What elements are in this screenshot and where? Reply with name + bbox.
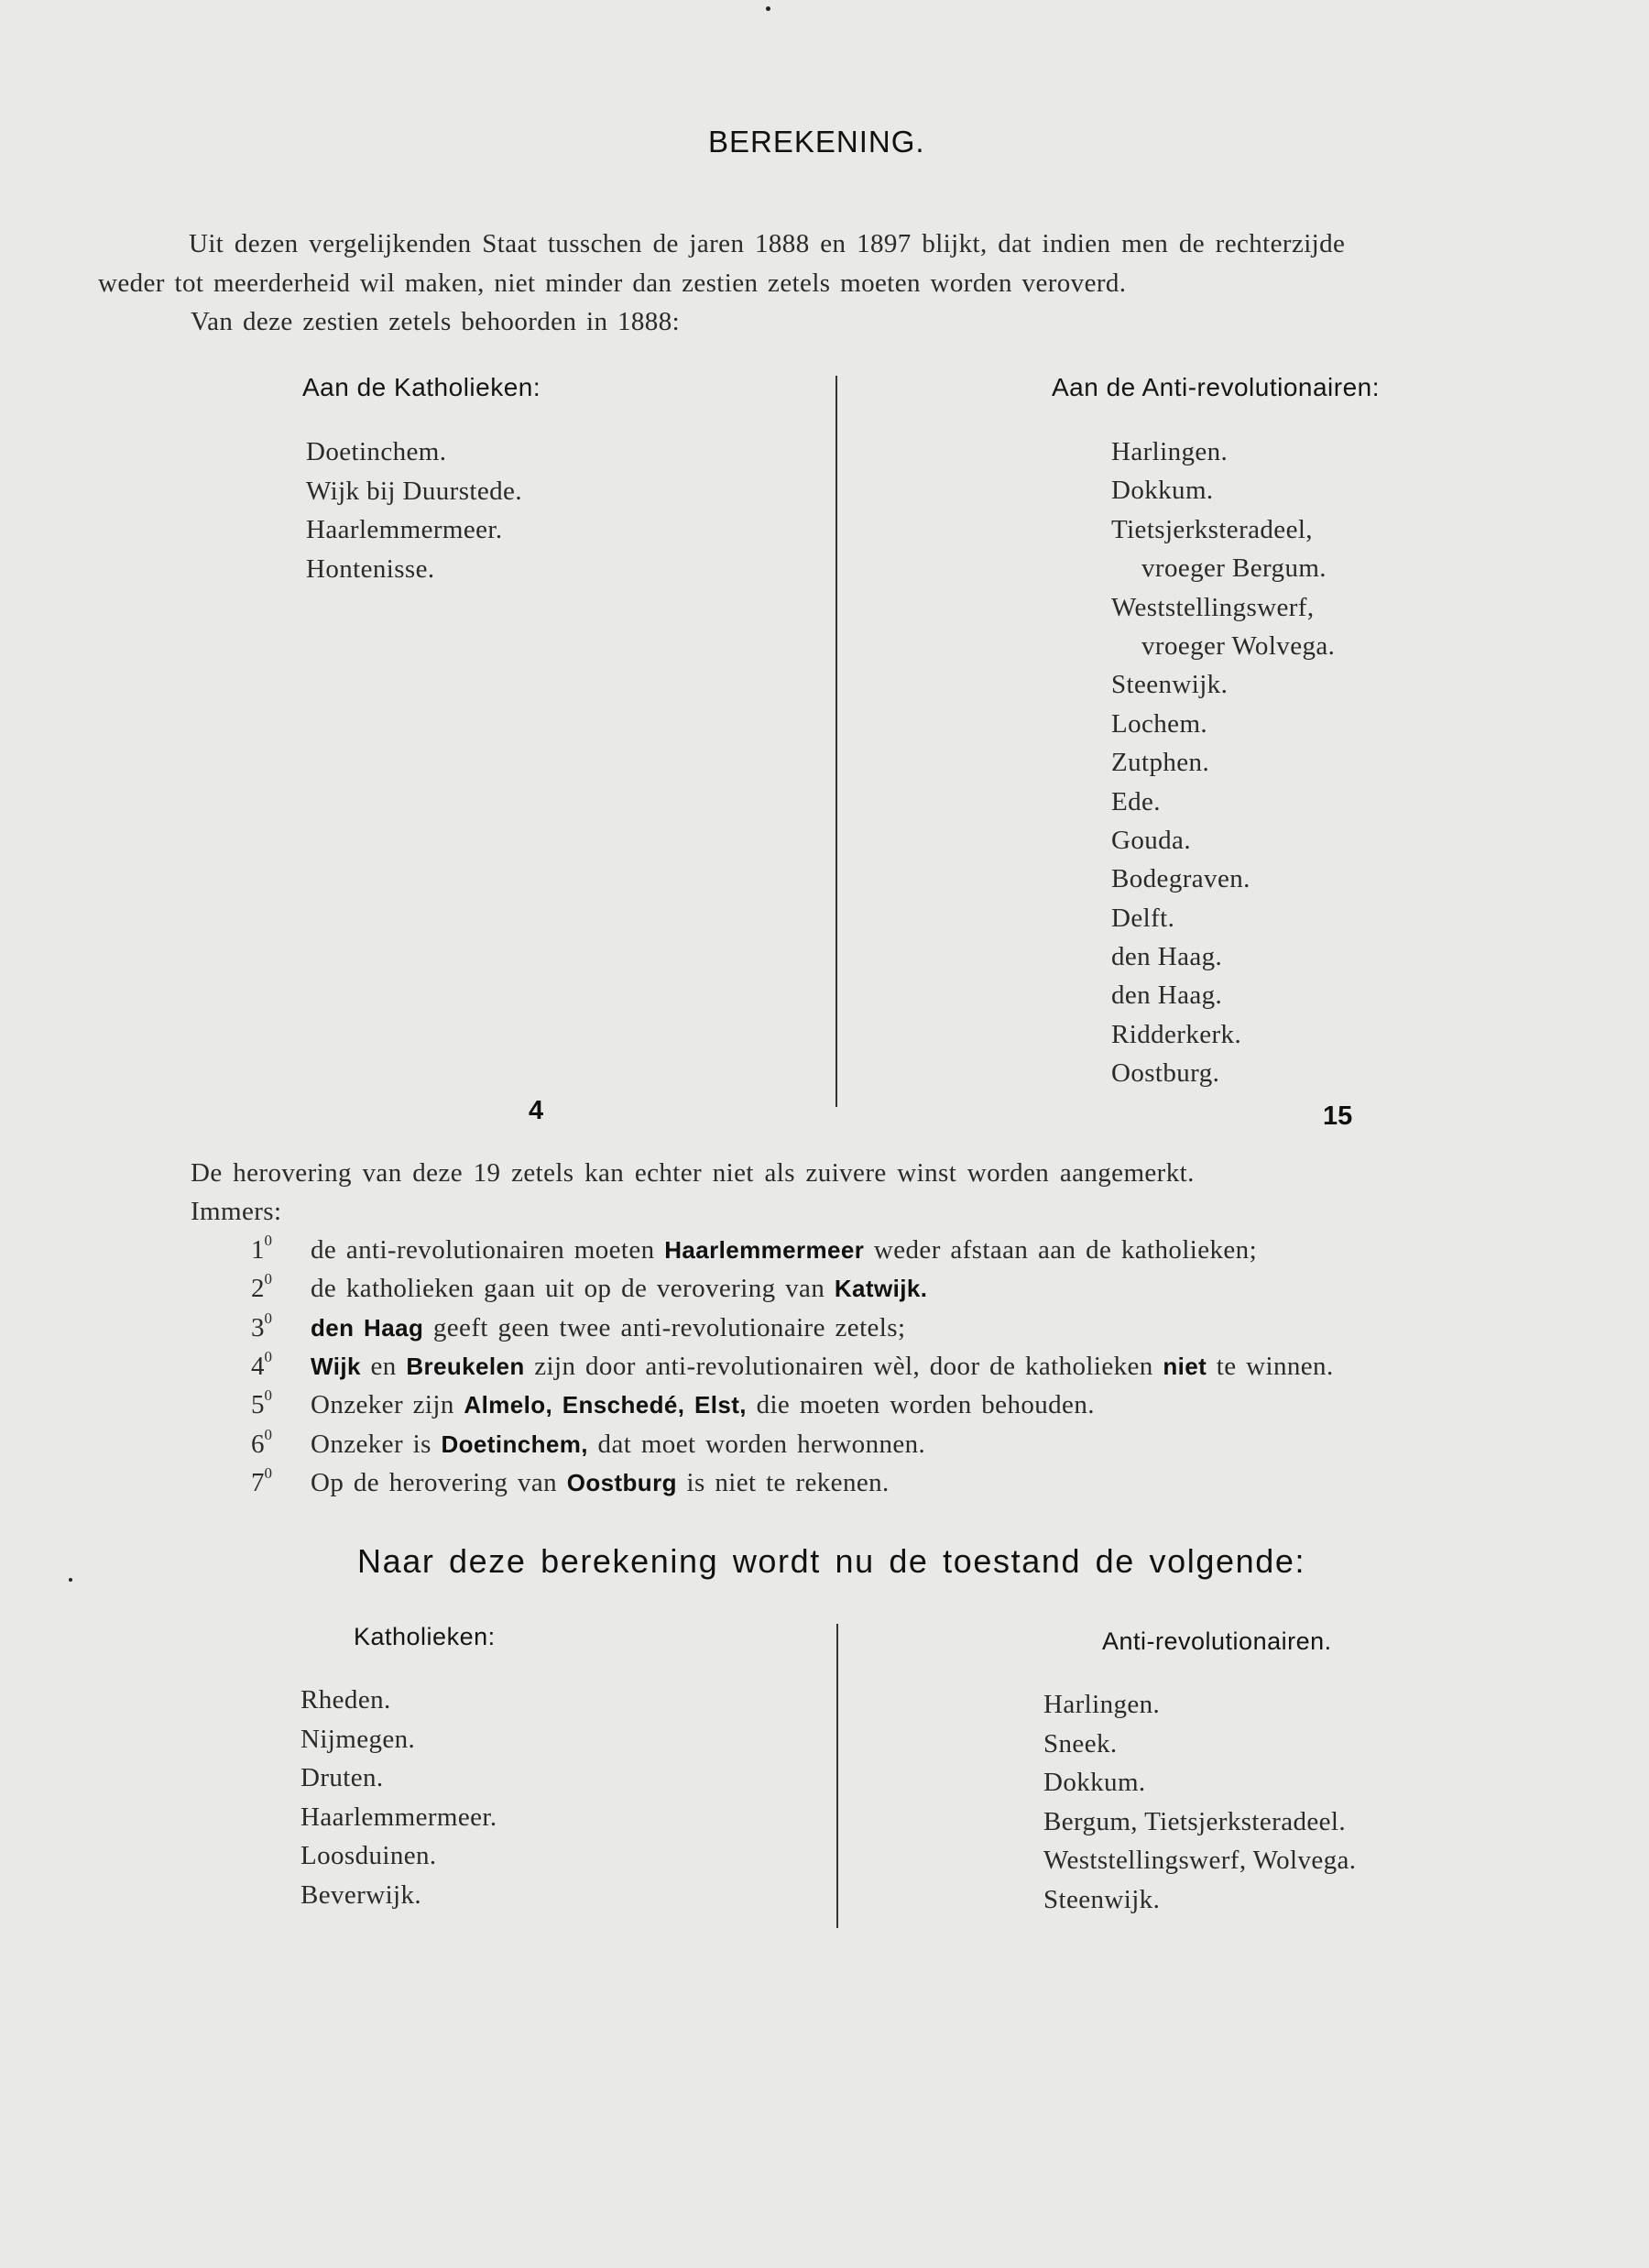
list-item: Tietsjerksteradeel, <box>1111 514 1313 544</box>
column-divider <box>835 376 837 1107</box>
table2-left-heading: Katholieken: <box>354 1623 496 1650</box>
list-item: Harlingen. <box>1043 1690 1161 1719</box>
list-item: Haarlemmermeer. <box>300 1802 497 1832</box>
place-name-bold: Doetinchem, <box>441 1430 588 1458</box>
place-name-bold: Almelo, Enschedé, Elst, <box>464 1391 747 1419</box>
reconquest-line-1: De herovering van deze 19 zetels kan echter niet als zuivere winst worden aangemerkt. <box>191 1158 1195 1188</box>
list-item: Druten. <box>300 1763 384 1792</box>
point-text-run: weder afstaan aan de katholieken; <box>864 1235 1258 1265</box>
place-name-bold: Katwijk. <box>834 1275 928 1303</box>
table1-right-list <box>1111 433 1335 1093</box>
point-number-digit: 2 <box>251 1274 265 1304</box>
point-number-superscript: 0 <box>264 1425 272 1443</box>
list-item: Bergum, Tietsjerksteradeel. <box>1043 1806 1347 1836</box>
place-name-bold: Breukelen <box>406 1352 525 1380</box>
table2-right-list <box>1043 1685 1356 1919</box>
point-text <box>311 1274 927 1304</box>
list-item: den Haag. <box>1111 981 1223 1011</box>
list-item: Lochem. <box>1111 708 1208 739</box>
point-number-digit: 5 <box>251 1390 265 1420</box>
point-text-run: de anti-revolutionairen moeten <box>311 1235 665 1265</box>
place-name-bold: niet <box>1163 1352 1207 1380</box>
point-number <box>251 1463 272 1498</box>
list-item: vroeger Wolvega. <box>1141 630 1336 661</box>
list-item: Harlingen. <box>1111 437 1229 466</box>
point-number <box>251 1270 272 1304</box>
point-number <box>251 1347 272 1382</box>
point-number-superscript: 0 <box>264 1270 272 1288</box>
point-text-run: zijn door anti-revolutionairen wèl, door de katholieken <box>524 1351 1163 1381</box>
list-item: Weststellingswerf, Wolvega. <box>1043 1846 1357 1875</box>
point-number-digit: 6 <box>251 1429 265 1459</box>
list-item: Ridderkerk. <box>1111 1019 1242 1049</box>
point-text-run: de katholieken gaan uit op de verovering van <box>311 1274 835 1304</box>
place-name-bold: Oostburg <box>566 1468 677 1496</box>
page-title: BEREKENING. <box>708 125 925 159</box>
list-item: Steenwijk. <box>1043 1884 1161 1914</box>
point-text-run: en <box>360 1351 407 1381</box>
list-item: Rheden. <box>300 1685 391 1715</box>
list-item: Wijk bij Duurstede. <box>306 476 522 506</box>
table1-right-heading: Aan de Anti-revolutionairen: <box>1052 373 1380 401</box>
speck-mark <box>69 1578 72 1582</box>
column-divider <box>836 1624 838 1928</box>
list-item: Bodegraven. <box>1111 864 1250 894</box>
place-name-bold: den Haag <box>311 1313 424 1342</box>
intro-line-3: Van deze zestien zetels behoorden in 1888: <box>191 307 681 336</box>
section-heading: Naar deze berekening wordt nu de toestand de volgende: <box>357 1542 1306 1580</box>
point-text <box>311 1313 905 1343</box>
list-item: vroeger Bergum. <box>1141 553 1327 584</box>
point-text <box>311 1468 890 1498</box>
point-number <box>251 1309 272 1343</box>
point-number-superscript: 0 <box>264 1309 272 1327</box>
point-text-run: is niet te rekenen. <box>676 1467 890 1497</box>
intro-line-2: weder tot meerderheid wil maken, niet minder dan zestien zetels moeten worden veroverd. <box>98 268 1127 298</box>
point-text-run: die moeten worden behouden. <box>746 1390 1095 1420</box>
table2-right-heading: Anti-revolutionairen. <box>1102 1627 1332 1655</box>
list-item: Beverwijk. <box>300 1879 422 1910</box>
point-number-digit: 7 <box>251 1467 265 1497</box>
table1-right-total: 15 <box>1323 1101 1353 1131</box>
point-number <box>251 1232 272 1265</box>
list-item: Dokkum. <box>1043 1768 1146 1797</box>
point-number-superscript: 0 <box>264 1386 272 1405</box>
speck-mark <box>766 6 770 11</box>
list-item: Loosduinen. <box>300 1841 437 1870</box>
list-item: Ede. <box>1111 786 1161 816</box>
list-item: Hontenisse. <box>306 553 435 584</box>
list-item: Gouda. <box>1111 825 1191 855</box>
point-text-run: geeft geen twee anti-revolutionaire zetels; <box>423 1312 906 1342</box>
list-item: Dokkum. <box>1111 476 1214 506</box>
list-item: Weststellingswerf, <box>1111 592 1315 622</box>
list-item: Sneek. <box>1043 1728 1118 1759</box>
point-text-run: te winnen. <box>1207 1351 1334 1381</box>
table2-left-list <box>300 1681 497 1914</box>
point-text <box>311 1352 1334 1382</box>
point-number-superscript: 0 <box>264 1232 272 1249</box>
point-number-digit: 1 <box>251 1235 265 1265</box>
list-item: den Haag. <box>1111 942 1223 972</box>
list-item: Zutphen. <box>1111 748 1210 778</box>
point-number <box>251 1386 272 1420</box>
place-name-bold: Wijk <box>311 1352 361 1380</box>
point-number-digit: 4 <box>251 1351 265 1381</box>
point-number-superscript: 0 <box>264 1347 272 1365</box>
list-item: Oostburg. <box>1111 1058 1220 1089</box>
reconquest-line-2: Immers: <box>191 1197 282 1226</box>
table1-left-heading: Aan de Katholieken: <box>302 373 541 401</box>
point-text <box>311 1390 1095 1420</box>
list-item: Nijmegen. <box>300 1724 416 1754</box>
point-text <box>311 1235 1257 1265</box>
list-item: Steenwijk. <box>1111 670 1229 700</box>
point-text-run: Onzeker zijn <box>311 1390 464 1420</box>
point-number-superscript: 0 <box>264 1463 272 1482</box>
list-item: Haarlemmermeer. <box>306 515 503 544</box>
point-text <box>311 1430 925 1460</box>
place-name-bold: Haarlemmermeer <box>664 1236 865 1264</box>
list-item: Doetinchem. <box>306 437 447 466</box>
point-number <box>251 1425 272 1460</box>
table1-left-total: 4 <box>529 1096 544 1125</box>
point-text-run: dat moet worden herwonnen. <box>587 1429 926 1459</box>
point-text-run: Onzeker is <box>311 1429 442 1459</box>
table1-left-list <box>306 433 522 588</box>
list-item: Delft. <box>1111 903 1175 933</box>
point-text-run: Op de herovering van <box>311 1467 567 1497</box>
point-number-digit: 3 <box>251 1312 265 1342</box>
intro-line-1: Uit dezen vergelijkenden Staat tusschen de jaren 1888 en 1897 blijkt, dat indien men de rechterzijde <box>189 229 1346 258</box>
